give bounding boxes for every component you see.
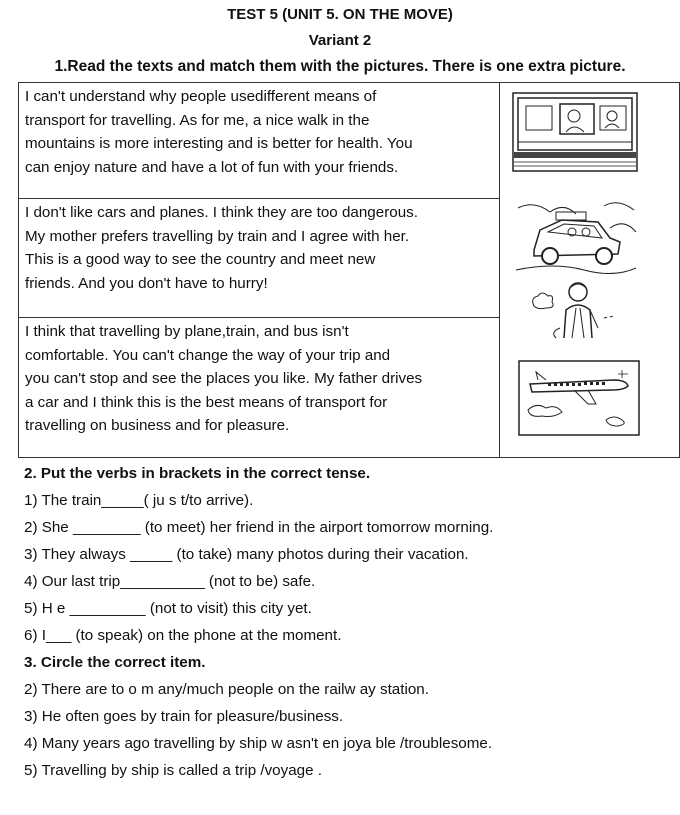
task2-item: 5) H e _________ (not to visit) this city yet.	[24, 600, 312, 617]
task2-item: 6) I___ (to speak) on the phone at the moment.	[24, 627, 342, 644]
text-line: transport for travelling. As for me, a nice walk in the	[25, 111, 370, 129]
text-line: My mother prefers travelling by train and I agree with her.	[25, 227, 410, 245]
task2-item: 2) She ________ (to meet) her friend in the airport tomorrow morning.	[24, 519, 494, 536]
task3-heading: 3. Circle the correct item.	[24, 654, 206, 671]
text-line: can enjoy nature and have a lot of fun with your friends.	[25, 158, 399, 176]
text-1	[19, 83, 500, 199]
task2-item: 4) Our last trip__________ (not to be) safe.	[24, 573, 316, 590]
task2-heading: 2. Put the verbs in brackets in the correct tense.	[24, 465, 371, 482]
text-line: mountains is more interesting and is better for health. You	[25, 135, 413, 152]
task1-heading: 1.Read the texts and match them with the pictures. There is one extra picture.	[54, 58, 626, 75]
text-line: you can't stop and see the places you like. My father drives	[25, 370, 423, 387]
text-3	[19, 318, 500, 458]
task2-item: 1) The train_____( ju s t/to arrive).	[24, 492, 254, 509]
task3-item: 4) Many years ago travelling by ship w asn't en joya ble /troublesome.	[24, 735, 493, 752]
test-title: TEST 5 (UNIT 5. ON THE MOVE)	[227, 6, 453, 23]
task3-item: 5) Travelling by ship is called a trip /voyage .	[24, 762, 322, 779]
text-line: travelling on business and for pleasure.	[25, 417, 290, 434]
task3-item: 3) He often goes by train for pleasure/business.	[24, 708, 344, 725]
task3-item: 2) There are to o m any/much people on the railw ay station.	[24, 681, 429, 698]
text-line: a car and I think this is the best means of transport for	[25, 393, 388, 411]
text-line: comfortable. You can't change the way of your trip and	[25, 346, 391, 364]
text-line: I don't like cars and planes. I think they are too dangerous.	[25, 204, 418, 221]
variant-label: Variant 2	[308, 32, 372, 49]
text-line: I think that travelling by plane,train, and bus isn't	[25, 323, 349, 340]
text-2	[19, 199, 500, 318]
tasks-section	[24, 460, 664, 784]
car-picture	[514, 198, 638, 274]
text-line: I can't understand why people usedifferent means of	[25, 88, 377, 105]
train-picture	[512, 92, 638, 172]
plane-picture	[518, 360, 640, 436]
text-line: This is a good way to see the country and meet new	[25, 251, 376, 268]
task2-item: 3) They always _____ (to take) many photos during their vacation.	[24, 546, 469, 563]
hiker-picture	[520, 278, 630, 344]
text-line: friends. And you don't have to hurry!	[25, 274, 268, 292]
